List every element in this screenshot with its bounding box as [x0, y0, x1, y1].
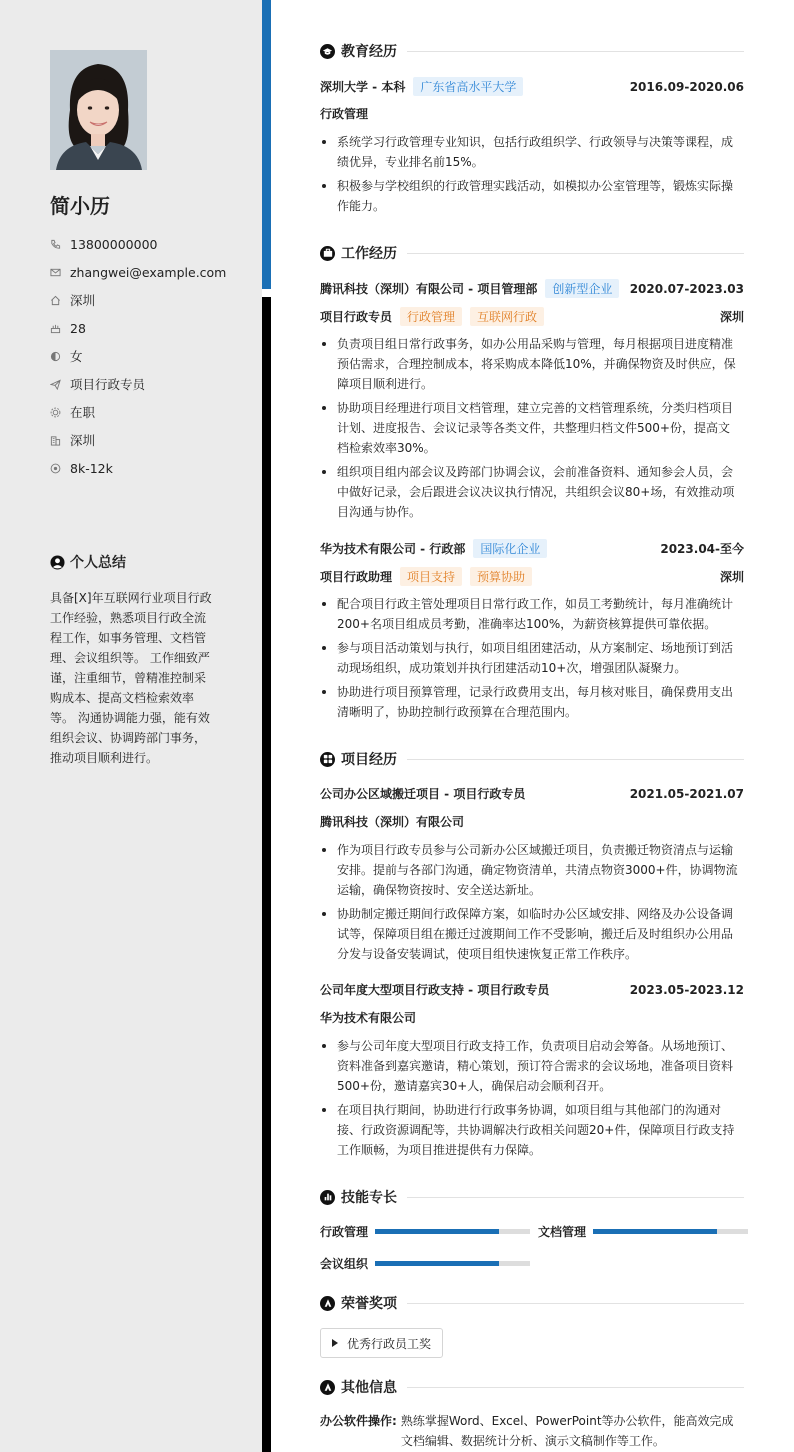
skill-item: [538, 1223, 748, 1240]
project-name: 公司年度大型项目行政支持 - 项目行政专员: [320, 983, 550, 997]
gender-text: 女: [70, 349, 83, 364]
award-chip: [320, 1328, 443, 1358]
project-date: 2021.05-2021.07: [629, 786, 744, 801]
avatar: [50, 50, 147, 170]
education-heading: 教育经历: [320, 41, 744, 61]
info-phone: [50, 230, 226, 258]
education-bullets: [320, 132, 738, 220]
accent-bar: [262, 0, 271, 289]
user-circle-icon: [50, 555, 65, 570]
job-2-bullets: [320, 594, 738, 726]
grid-icon: [320, 752, 335, 767]
info-location: [50, 286, 226, 314]
email-text: zhangwei@example.com: [70, 264, 227, 280]
school-tag: 广东省高水平大学: [413, 77, 523, 96]
info-position: [50, 370, 226, 398]
age-text: 28: [70, 320, 86, 336]
bar-chart-icon: [320, 1190, 335, 1205]
skill-name: 会议组织: [320, 1257, 369, 1271]
money-icon: [50, 463, 61, 474]
school-name: 深圳大学 - 本科: [320, 80, 406, 94]
company-name: 华为技术有限公司 - 行政部: [320, 542, 466, 556]
list-item: 协助制定搬迁期间行政保障方案，如临时办公区域安排、网络及办公设备调试等，保障项目组在搬迁过渡期间工作不受影响，搬迁后及时组织办公用品分发与设备安装调试，使项目组快速恢复正常工作秩序。: [320, 904, 738, 964]
salary-text: 8k-12k: [70, 460, 113, 476]
project-2-header: [320, 981, 744, 998]
company-tag: 创新型企业: [545, 279, 619, 298]
other-heading: 其他信息: [320, 1377, 744, 1397]
briefcase-icon: [320, 246, 335, 261]
info-city: [50, 426, 226, 454]
info-email: [50, 258, 226, 286]
project-name: 公司办公区域搬迁项目 - 项目行政专员: [320, 787, 526, 801]
send-icon: [50, 379, 61, 390]
skill-item: [320, 1223, 530, 1240]
location-text: 深圳: [70, 293, 96, 308]
play-icon: [332, 1339, 338, 1347]
skill-bar: [375, 1229, 530, 1234]
list-item: 协助进行项目预算管理，记录行政费用支出，每月核对账目，确保费用支出清晰明了，协助控制行政预算在合理范围内。: [320, 682, 738, 722]
work-heading: 工作经历: [320, 243, 744, 263]
summary-heading: 个人总结: [50, 552, 126, 572]
home-icon: [50, 295, 61, 306]
graduation-cap-icon: [320, 44, 335, 59]
skill-name: 行政管理: [320, 1225, 369, 1239]
info-salary: [50, 454, 226, 482]
skill-item: [320, 1255, 530, 1272]
skill-tag: 预算协助: [470, 567, 532, 586]
info-icon: [320, 1380, 335, 1395]
skills-heading: 技能专长: [320, 1187, 744, 1207]
list-item: 作为项目行政专员参与公司新办公区域搬迁项目，负责搬迁物资清点与运输安排。提前与各部门沟通，确定物资清单，共清点物资3000+件，协调物流运输，确保物资按时、安全送达新址。: [320, 840, 738, 900]
projects-heading: 项目经历: [320, 749, 744, 769]
skill-bar: [593, 1229, 748, 1234]
phone-text: 13800000000: [70, 236, 158, 252]
education-major-row: [320, 105, 744, 122]
list-item: 系统学习行政管理专业知识，包括行政组织学、行政领导与决策等课程，成绩优异，专业排名前15%。: [320, 132, 738, 172]
other-value: 熟练掌握Word、Excel、PowerPoint等办公软件，能高效完成文档编辑、数据统计分析、演示文稿制作等工作。: [400, 1414, 734, 1448]
job-date: 2023.04-至今: [660, 542, 744, 556]
project-2-company-row: [320, 1009, 744, 1026]
skill-bar: [375, 1261, 530, 1266]
list-item: 负责项目组日常行政事务，如办公用品采购与管理，每月根据项目进度精准预估需求，合理控制成本，将采购成本降低10%，并确保物资及时供应，保障项目顺利进行。: [320, 334, 738, 394]
job-2-role-row: [320, 567, 744, 586]
position-text: 项目行政专员: [70, 377, 146, 392]
job-date: 2020.07-2023.03: [629, 281, 744, 296]
skill-tag: 行政管理: [400, 307, 462, 326]
job-1-header: [320, 279, 744, 298]
info-age: [50, 314, 226, 342]
job-city: 深圳: [719, 570, 744, 584]
info-gender: [50, 342, 226, 370]
phone-icon: [50, 239, 61, 250]
status-icon: [50, 407, 61, 418]
mail-icon: [50, 267, 61, 278]
project-2-bullets: [320, 1036, 738, 1164]
job-1-bullets: [320, 334, 738, 526]
education-date: 2016.09-2020.06: [629, 79, 744, 94]
gender-icon: [50, 351, 61, 362]
job-2-header: [320, 539, 744, 558]
info-status: [50, 398, 226, 426]
divider-bar: [262, 297, 271, 1452]
project-company: 华为技术有限公司: [320, 1011, 417, 1025]
list-item: 在项目执行期间，协助进行行政事务协调，如项目组与其他部门的沟通对接、行政资源调配等，共协调解决行政相关问题20+件，保障项目行政支持工作顺畅，为项目推进提供有力保障。: [320, 1100, 738, 1160]
major: 行政管理: [320, 107, 369, 121]
city-text: 深圳: [70, 433, 96, 448]
project-1-bullets: [320, 840, 738, 968]
project-1-company-row: [320, 813, 744, 830]
status-text: 在职: [70, 405, 96, 420]
award-icon: [320, 1296, 335, 1311]
education-header: [320, 77, 744, 96]
company-name: 腾讯科技（深圳）有限公司 - 项目管理部: [320, 282, 538, 296]
job-role: 项目行政助理: [320, 570, 393, 584]
list-item: 积极参与学校组织的行政管理实践活动，如模拟办公室管理等，锻炼实际操作能力。: [320, 176, 738, 216]
list-item: 协助项目经理进行项目文档管理，建立完善的文档管理系统，分类归档项目计划、进度报告、会议记录等各类文件，共整理归档文件500+份，提高文档检索效率30%。: [320, 398, 738, 458]
project-date: 2023.05-2023.12: [629, 982, 744, 997]
candidate-name: 简小历: [50, 194, 110, 218]
other-label: 办公软件操作:: [320, 1414, 397, 1428]
job-city: 深圳: [719, 310, 744, 324]
building-icon: [50, 435, 61, 446]
award-name: 优秀行政员工奖: [347, 1336, 432, 1351]
project-company: 腾讯科技（深圳）有限公司: [320, 815, 465, 829]
job-1-role-row: [320, 307, 744, 326]
contact-info: [50, 230, 226, 482]
skill-name: 文档管理: [538, 1225, 587, 1239]
other-info-row: [320, 1411, 744, 1451]
skill-bar-fill: [375, 1261, 499, 1266]
job-role: 项目行政专员: [320, 310, 393, 324]
list-item: 参与项目活动策划与执行，如项目组团建活动，从方案制定、场地预订到活动现场组织，成功策划并执行团建活动10+次，增强团队凝聚力。: [320, 638, 738, 678]
skill-tag: 项目支持: [400, 567, 462, 586]
list-item: 配合项目行政主管处理项目日常行政工作，如员工考勤统计，每月准确统计200+名项目组成员考勤，准确率达100%，为薪资核算提供可靠依据。: [320, 594, 738, 634]
project-1-header: [320, 785, 744, 802]
list-item: 参与公司年度大型项目行政支持工作，负责项目启动会筹备。从场地预订、资料准备到嘉宾邀请，精心策划，预订符合需求的会议场地，准备项目资料500+份，邀请嘉宾30+人，确保启动会顺利召开。: [320, 1036, 738, 1096]
skill-tag: 互联网行政: [470, 307, 544, 326]
list-item: 组织项目组内部会议及跨部门协调会议，会前准备资料、通知参会人员，会中做好记录，会后跟进会议决议执行情况，共组织会议80+场，有效推动项目沟通与协作。: [320, 462, 738, 522]
skill-bar-fill: [593, 1229, 717, 1234]
company-tag: 国际化企业: [473, 539, 547, 558]
cake-icon: [50, 323, 61, 334]
awards-heading: 荣誉奖项: [320, 1293, 744, 1313]
summary-text: 具备[X]年互联网行业项目行政工作经验，熟悉项目行政全流程工作，如事务管理、文档管理、会议组织等。 工作细致严谨，注重细节，曾精准控制采购成本、提高文档检索效率等。 沟通协调能力强，能有效组织会议、协调跨部门事务，推动项目顺利进行。: [50, 591, 212, 765]
skill-bar-fill: [375, 1229, 499, 1234]
